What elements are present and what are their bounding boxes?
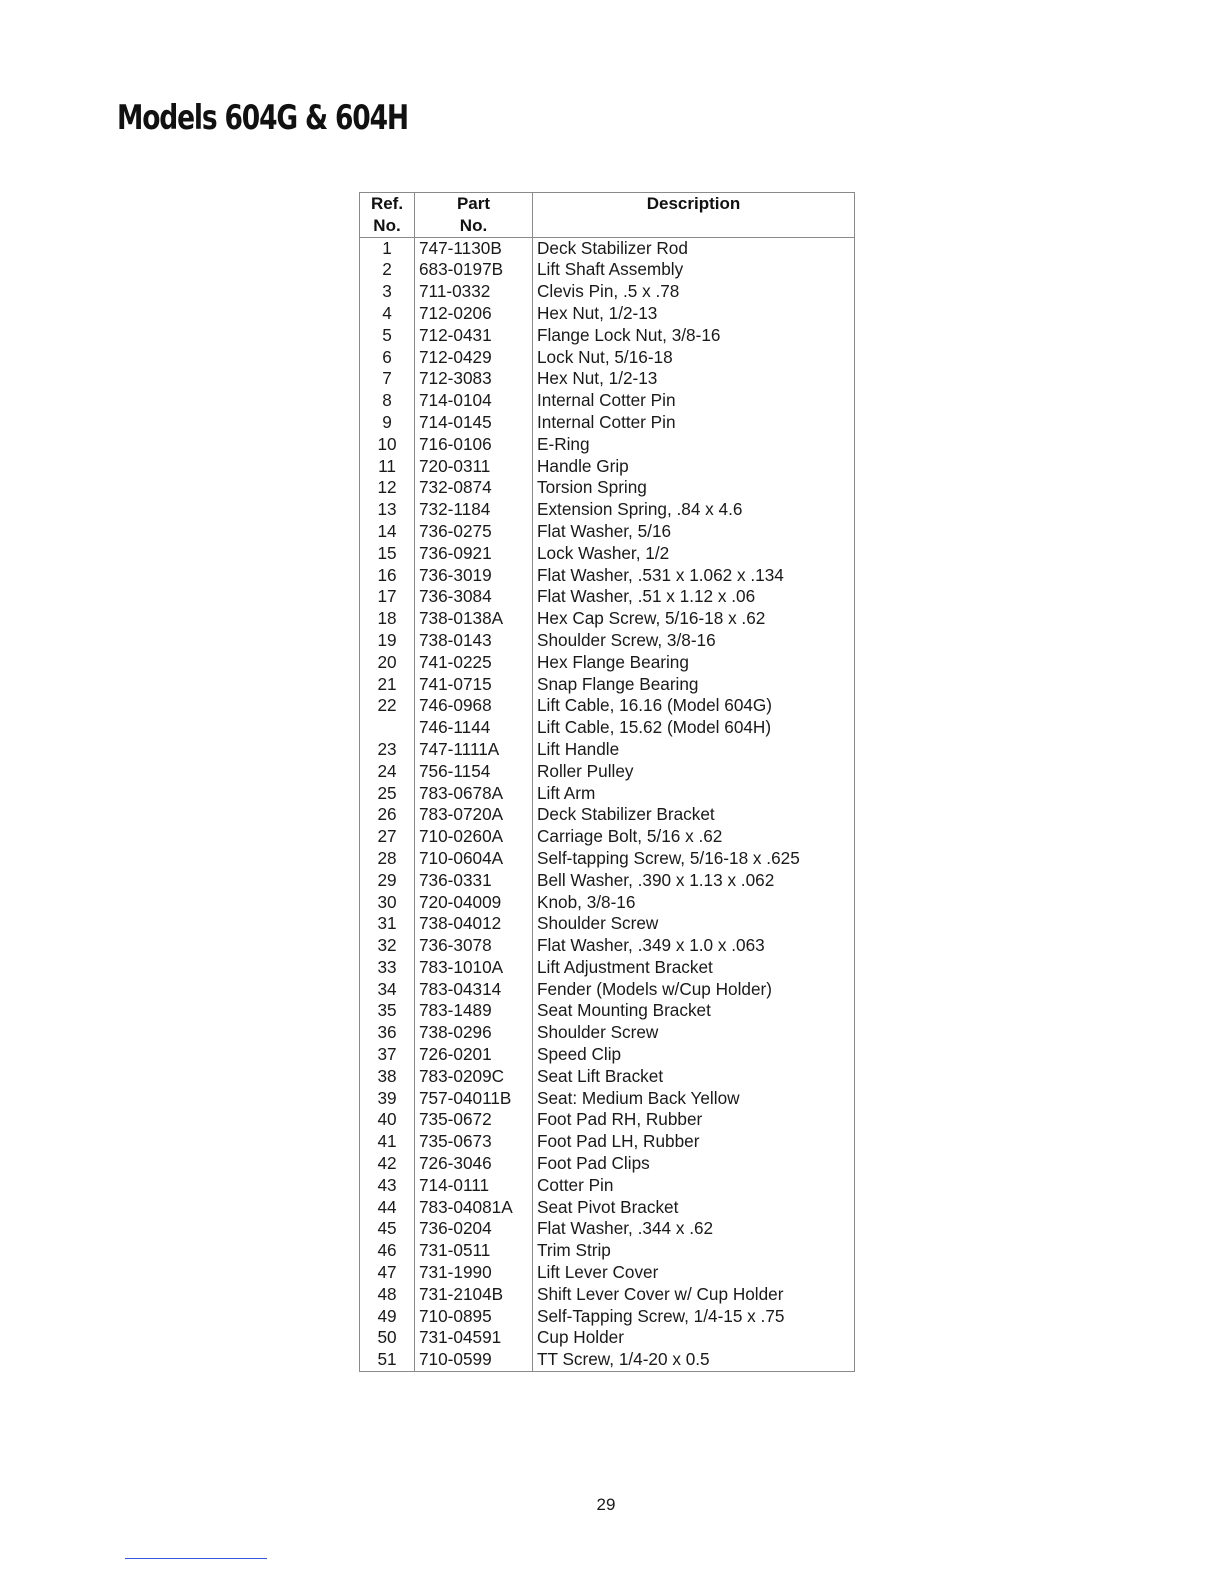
part-no-cell: 735-0673 xyxy=(415,1131,533,1153)
table-row xyxy=(360,1197,855,1219)
table-row xyxy=(360,586,855,608)
part-no-cell: 757-04011B xyxy=(415,1088,533,1110)
table-row xyxy=(360,303,855,325)
part-no-cell: 783-04081A xyxy=(415,1197,533,1219)
table-row xyxy=(360,979,855,1001)
description-cell: Lift Handle xyxy=(533,739,855,761)
description-cell: Flat Washer, .531 x 1.062 x .134 xyxy=(533,565,855,587)
part-no-cell: 783-1489 xyxy=(415,1000,533,1022)
description-cell: Trim Strip xyxy=(533,1240,855,1262)
ref-no-cell: 5 xyxy=(382,324,392,345)
part-no-cell: 738-0138A xyxy=(415,608,533,630)
ref-no-cell: 8 xyxy=(382,390,392,411)
description-cell: Roller Pulley xyxy=(533,761,855,783)
description-cell: Lock Nut, 5/16-18 xyxy=(533,347,855,369)
ref-no-cell: 7 xyxy=(382,368,392,389)
ref-no-cell: 40 xyxy=(377,1109,397,1130)
description-cell: TT Screw, 1/4-20 x 0.5 xyxy=(533,1349,855,1371)
table-row xyxy=(360,1088,855,1110)
table-row xyxy=(360,826,855,848)
part-no-cell: 714-0145 xyxy=(415,412,533,434)
ref-no-cell: 37 xyxy=(377,1044,397,1065)
part-no-cell: 731-0511 xyxy=(415,1240,533,1262)
part-no-cell: 736-0331 xyxy=(415,870,533,892)
part-no-cell: 712-0206 xyxy=(415,303,533,325)
description-cell: Lift Arm xyxy=(533,783,855,805)
part-no-cell: 741-0715 xyxy=(415,674,533,696)
description-cell: Fender (Models w/Cup Holder) xyxy=(533,979,855,1001)
table-row xyxy=(360,325,855,347)
ref-no-cell: 16 xyxy=(377,564,397,585)
page-number: 29 xyxy=(596,1495,616,1514)
description-cell: Shoulder Screw, 3/8-16 xyxy=(533,630,855,652)
description-cell: Lift Cable, 16.16 (Model 604G) xyxy=(533,695,855,717)
table-row xyxy=(360,761,855,783)
part-no-cell: 746-0968 xyxy=(415,695,533,717)
ref-no-cell: 41 xyxy=(377,1131,397,1152)
description-cell: Deck Stabilizer Rod xyxy=(533,237,855,259)
ref-no-cell: 19 xyxy=(377,629,397,650)
description-cell: Shift Lever Cover w/ Cup Holder xyxy=(533,1284,855,1306)
description-cell: Internal Cotter Pin xyxy=(533,390,855,412)
part-no-cell: 710-0895 xyxy=(415,1306,533,1328)
table-row xyxy=(360,1218,855,1240)
table-row xyxy=(360,783,855,805)
part-no-cell: 711-0332 xyxy=(415,281,533,303)
ref-no-cell xyxy=(360,717,415,739)
description-cell: Flat Washer, .349 x 1.0 x .063 xyxy=(533,935,855,957)
part-no-cell: 735-0672 xyxy=(415,1109,533,1131)
table-row xyxy=(360,674,855,696)
description-cell: Cotter Pin xyxy=(533,1175,855,1197)
part-no-cell: 783-04314 xyxy=(415,979,533,1001)
table-row xyxy=(360,1153,855,1175)
ref-no-cell: 43 xyxy=(377,1174,397,1195)
footer-rule xyxy=(125,1558,267,1559)
ref-no-cell: 4 xyxy=(382,302,392,323)
ref-no-cell: 42 xyxy=(377,1153,397,1174)
ref-no-cell: 13 xyxy=(377,499,397,520)
table-row xyxy=(360,870,855,892)
ref-no-cell: 49 xyxy=(377,1305,397,1326)
description-cell: E-Ring xyxy=(533,434,855,456)
description-cell: Seat Mounting Bracket xyxy=(533,1000,855,1022)
part-no-cell: 683-0197B xyxy=(415,259,533,281)
table-row xyxy=(360,1240,855,1262)
description-cell: Shoulder Screw xyxy=(533,913,855,935)
table-row xyxy=(360,608,855,630)
table-row xyxy=(360,1349,855,1371)
ref-no-cell: 51 xyxy=(377,1349,397,1370)
table-row xyxy=(360,630,855,652)
part-no-cell: 720-0311 xyxy=(415,456,533,478)
table-row xyxy=(360,652,855,674)
ref-no-header xyxy=(360,193,415,238)
ref-header-line1: Ref. xyxy=(370,194,404,213)
ref-no-cell: 29 xyxy=(377,869,397,890)
table-row xyxy=(360,412,855,434)
part-no-cell: 736-0921 xyxy=(415,543,533,565)
table-row xyxy=(360,1306,855,1328)
ref-no-cell: 18 xyxy=(377,608,397,629)
ref-no-cell: 48 xyxy=(377,1283,397,1304)
ref-no-cell: 1 xyxy=(382,237,392,258)
part-no-cell: 738-0143 xyxy=(415,630,533,652)
ref-header-line2: No. xyxy=(373,215,401,235)
ref-no-cell: 14 xyxy=(377,520,397,541)
ref-no-cell: 45 xyxy=(377,1218,397,1239)
part-header-line2: No. xyxy=(459,215,488,235)
table-row xyxy=(360,477,855,499)
description-cell: Snap Flange Bearing xyxy=(533,674,855,696)
part-no-cell: 783-1010A xyxy=(415,957,533,979)
table-row xyxy=(360,543,855,565)
table-row xyxy=(360,259,855,281)
ref-no-cell: 38 xyxy=(377,1065,397,1086)
table-header-row xyxy=(360,193,855,238)
table-row xyxy=(360,739,855,761)
ref-no-cell: 25 xyxy=(377,782,397,803)
ref-no-cell: 20 xyxy=(377,651,397,672)
ref-no-cell: 31 xyxy=(377,913,397,934)
table-row xyxy=(360,804,855,826)
description-cell: Foot Pad Clips xyxy=(533,1153,855,1175)
table-row xyxy=(360,456,855,478)
part-no-cell: 746-1144 xyxy=(415,717,533,739)
table-row xyxy=(360,1175,855,1197)
description-cell: Internal Cotter Pin xyxy=(533,412,855,434)
ref-no-cell: 2 xyxy=(382,259,392,280)
page-title: Models 604G & 604H xyxy=(117,98,408,138)
ref-no-cell: 15 xyxy=(377,542,397,563)
description-cell: Clevis Pin, .5 x .78 xyxy=(533,281,855,303)
part-no-cell: 736-3078 xyxy=(415,935,533,957)
table-row xyxy=(360,913,855,935)
part-no-cell: 710-0604A xyxy=(415,848,533,870)
part-no-cell: 712-0429 xyxy=(415,347,533,369)
ref-no-cell: 24 xyxy=(377,760,397,781)
description-cell: Speed Clip xyxy=(533,1044,855,1066)
description-cell: Carriage Bolt, 5/16 x .62 xyxy=(533,826,855,848)
table-row xyxy=(360,935,855,957)
table-row xyxy=(360,957,855,979)
ref-no-cell: 44 xyxy=(377,1196,397,1217)
part-no-cell: 726-0201 xyxy=(415,1044,533,1066)
description-cell: Knob, 3/8-16 xyxy=(533,892,855,914)
ref-no-cell: 9 xyxy=(382,411,392,432)
description-cell: Lift Lever Cover xyxy=(533,1262,855,1284)
part-no-cell: 783-0720A xyxy=(415,804,533,826)
part-no-cell: 736-3019 xyxy=(415,565,533,587)
ref-no-cell: 3 xyxy=(382,281,392,302)
ref-no-cell: 11 xyxy=(378,455,396,476)
table-row xyxy=(360,434,855,456)
description-cell: Flat Washer, .344 x .62 xyxy=(533,1218,855,1240)
ref-no-cell: 30 xyxy=(377,891,397,912)
table-row xyxy=(360,1109,855,1131)
table-row xyxy=(360,1262,855,1284)
table-row xyxy=(360,1327,855,1349)
description-cell: Extension Spring, .84 x 4.6 xyxy=(533,499,855,521)
table-row xyxy=(360,1022,855,1044)
ref-no-cell: 27 xyxy=(377,826,397,847)
ref-no-cell: 28 xyxy=(377,847,397,868)
table-row xyxy=(360,848,855,870)
parts-table xyxy=(359,192,855,1372)
table-row xyxy=(360,368,855,390)
part-no-header xyxy=(415,193,533,238)
description-cell: Hex Cap Screw, 5/16-18 x .62 xyxy=(533,608,855,630)
part-no-cell: 710-0599 xyxy=(415,1349,533,1371)
description-cell: Shoulder Screw xyxy=(533,1022,855,1044)
table-row xyxy=(360,1131,855,1153)
part-no-cell: 731-1990 xyxy=(415,1262,533,1284)
part-no-cell: 756-1154 xyxy=(415,761,533,783)
description-cell: Hex Flange Bearing xyxy=(533,652,855,674)
description-cell: Self-Tapping Screw, 1/4-15 x .75 xyxy=(533,1306,855,1328)
ref-no-cell: 46 xyxy=(377,1240,397,1261)
ref-no-cell: 6 xyxy=(382,346,392,367)
table-row xyxy=(360,1000,855,1022)
table-row xyxy=(360,1044,855,1066)
ref-no-cell: 33 xyxy=(377,956,397,977)
description-cell: Foot Pad RH, Rubber xyxy=(533,1109,855,1131)
ref-no-cell: 22 xyxy=(377,695,397,716)
part-no-cell: 738-0296 xyxy=(415,1022,533,1044)
description-cell: Flat Washer, .51 x 1.12 x .06 xyxy=(533,586,855,608)
description-cell: Bell Washer, .390 x 1.13 x .062 xyxy=(533,870,855,892)
description-cell: Lift Shaft Assembly xyxy=(533,259,855,281)
part-no-cell: 736-3084 xyxy=(415,586,533,608)
description-header xyxy=(533,193,855,238)
description-cell: Deck Stabilizer Bracket xyxy=(533,804,855,826)
description-cell: Foot Pad LH, Rubber xyxy=(533,1131,855,1153)
part-no-cell: 783-0209C xyxy=(415,1066,533,1088)
part-no-cell: 714-0104 xyxy=(415,390,533,412)
table-row xyxy=(360,717,855,739)
ref-no-cell: 12 xyxy=(377,477,397,498)
part-no-cell: 783-0678A xyxy=(415,783,533,805)
part-no-cell: 741-0225 xyxy=(415,652,533,674)
ref-no-cell: 23 xyxy=(377,738,397,759)
part-no-cell: 710-0260A xyxy=(415,826,533,848)
ref-no-cell: 47 xyxy=(377,1262,397,1283)
ref-no-cell: 35 xyxy=(377,1000,397,1021)
description-cell: Hex Nut, 1/2-13 xyxy=(533,368,855,390)
description-cell: Torsion Spring xyxy=(533,477,855,499)
description-cell: Lift Adjustment Bracket xyxy=(533,957,855,979)
part-no-cell: 726-3046 xyxy=(415,1153,533,1175)
part-no-cell: 720-04009 xyxy=(415,892,533,914)
ref-no-cell: 32 xyxy=(377,935,397,956)
table-row xyxy=(360,347,855,369)
part-no-cell: 736-0204 xyxy=(415,1218,533,1240)
table-row xyxy=(360,565,855,587)
table-row xyxy=(360,390,855,412)
table-row xyxy=(360,521,855,543)
description-cell: Lift Cable, 15.62 (Model 604H) xyxy=(533,717,855,739)
ref-no-cell: 36 xyxy=(377,1022,397,1043)
part-no-cell: 732-1184 xyxy=(415,499,533,521)
part-no-cell: 712-0431 xyxy=(415,325,533,347)
description-cell: Cup Holder xyxy=(533,1327,855,1349)
description-cell: Self-tapping Screw, 5/16-18 x .625 xyxy=(533,848,855,870)
table-row xyxy=(360,1284,855,1306)
part-no-cell: 731-04591 xyxy=(415,1327,533,1349)
description-cell: Seat Pivot Bracket xyxy=(533,1197,855,1219)
parts-table-body xyxy=(360,237,855,1371)
part-no-cell: 714-0111 xyxy=(415,1175,533,1197)
table-row xyxy=(360,237,855,259)
ref-no-cell: 10 xyxy=(377,433,397,454)
part-no-cell: 747-1111A xyxy=(415,739,533,761)
description-cell: Seat Lift Bracket xyxy=(533,1066,855,1088)
description-cell: Handle Grip xyxy=(533,456,855,478)
part-no-cell: 736-0275 xyxy=(415,521,533,543)
description-header-label: Description xyxy=(646,194,741,213)
description-cell: Seat: Medium Back Yellow xyxy=(533,1088,855,1110)
description-cell: Hex Nut, 1/2-13 xyxy=(533,303,855,325)
part-no-cell: 731-2104B xyxy=(415,1284,533,1306)
part-no-cell: 716-0106 xyxy=(415,434,533,456)
ref-no-cell: 39 xyxy=(377,1087,397,1108)
ref-no-cell: 21 xyxy=(377,673,397,694)
ref-no-cell: 17 xyxy=(377,586,397,607)
part-header-line1: Part xyxy=(456,194,491,213)
part-no-cell: 712-3083 xyxy=(415,368,533,390)
table-row xyxy=(360,1066,855,1088)
table-row xyxy=(360,499,855,521)
part-no-cell: 747-1130B xyxy=(415,237,533,259)
description-cell: Lock Washer, 1/2 xyxy=(533,543,855,565)
part-no-cell: 732-0874 xyxy=(415,477,533,499)
ref-no-cell: 34 xyxy=(377,978,397,999)
ref-no-cell: 26 xyxy=(377,804,397,825)
ref-no-cell: 50 xyxy=(377,1327,397,1348)
table-row xyxy=(360,695,855,717)
description-cell: Flat Washer, 5/16 xyxy=(533,521,855,543)
table-row xyxy=(360,892,855,914)
part-no-cell: 738-04012 xyxy=(415,913,533,935)
description-cell: Flange Lock Nut, 3/8-16 xyxy=(533,325,855,347)
table-row xyxy=(360,281,855,303)
